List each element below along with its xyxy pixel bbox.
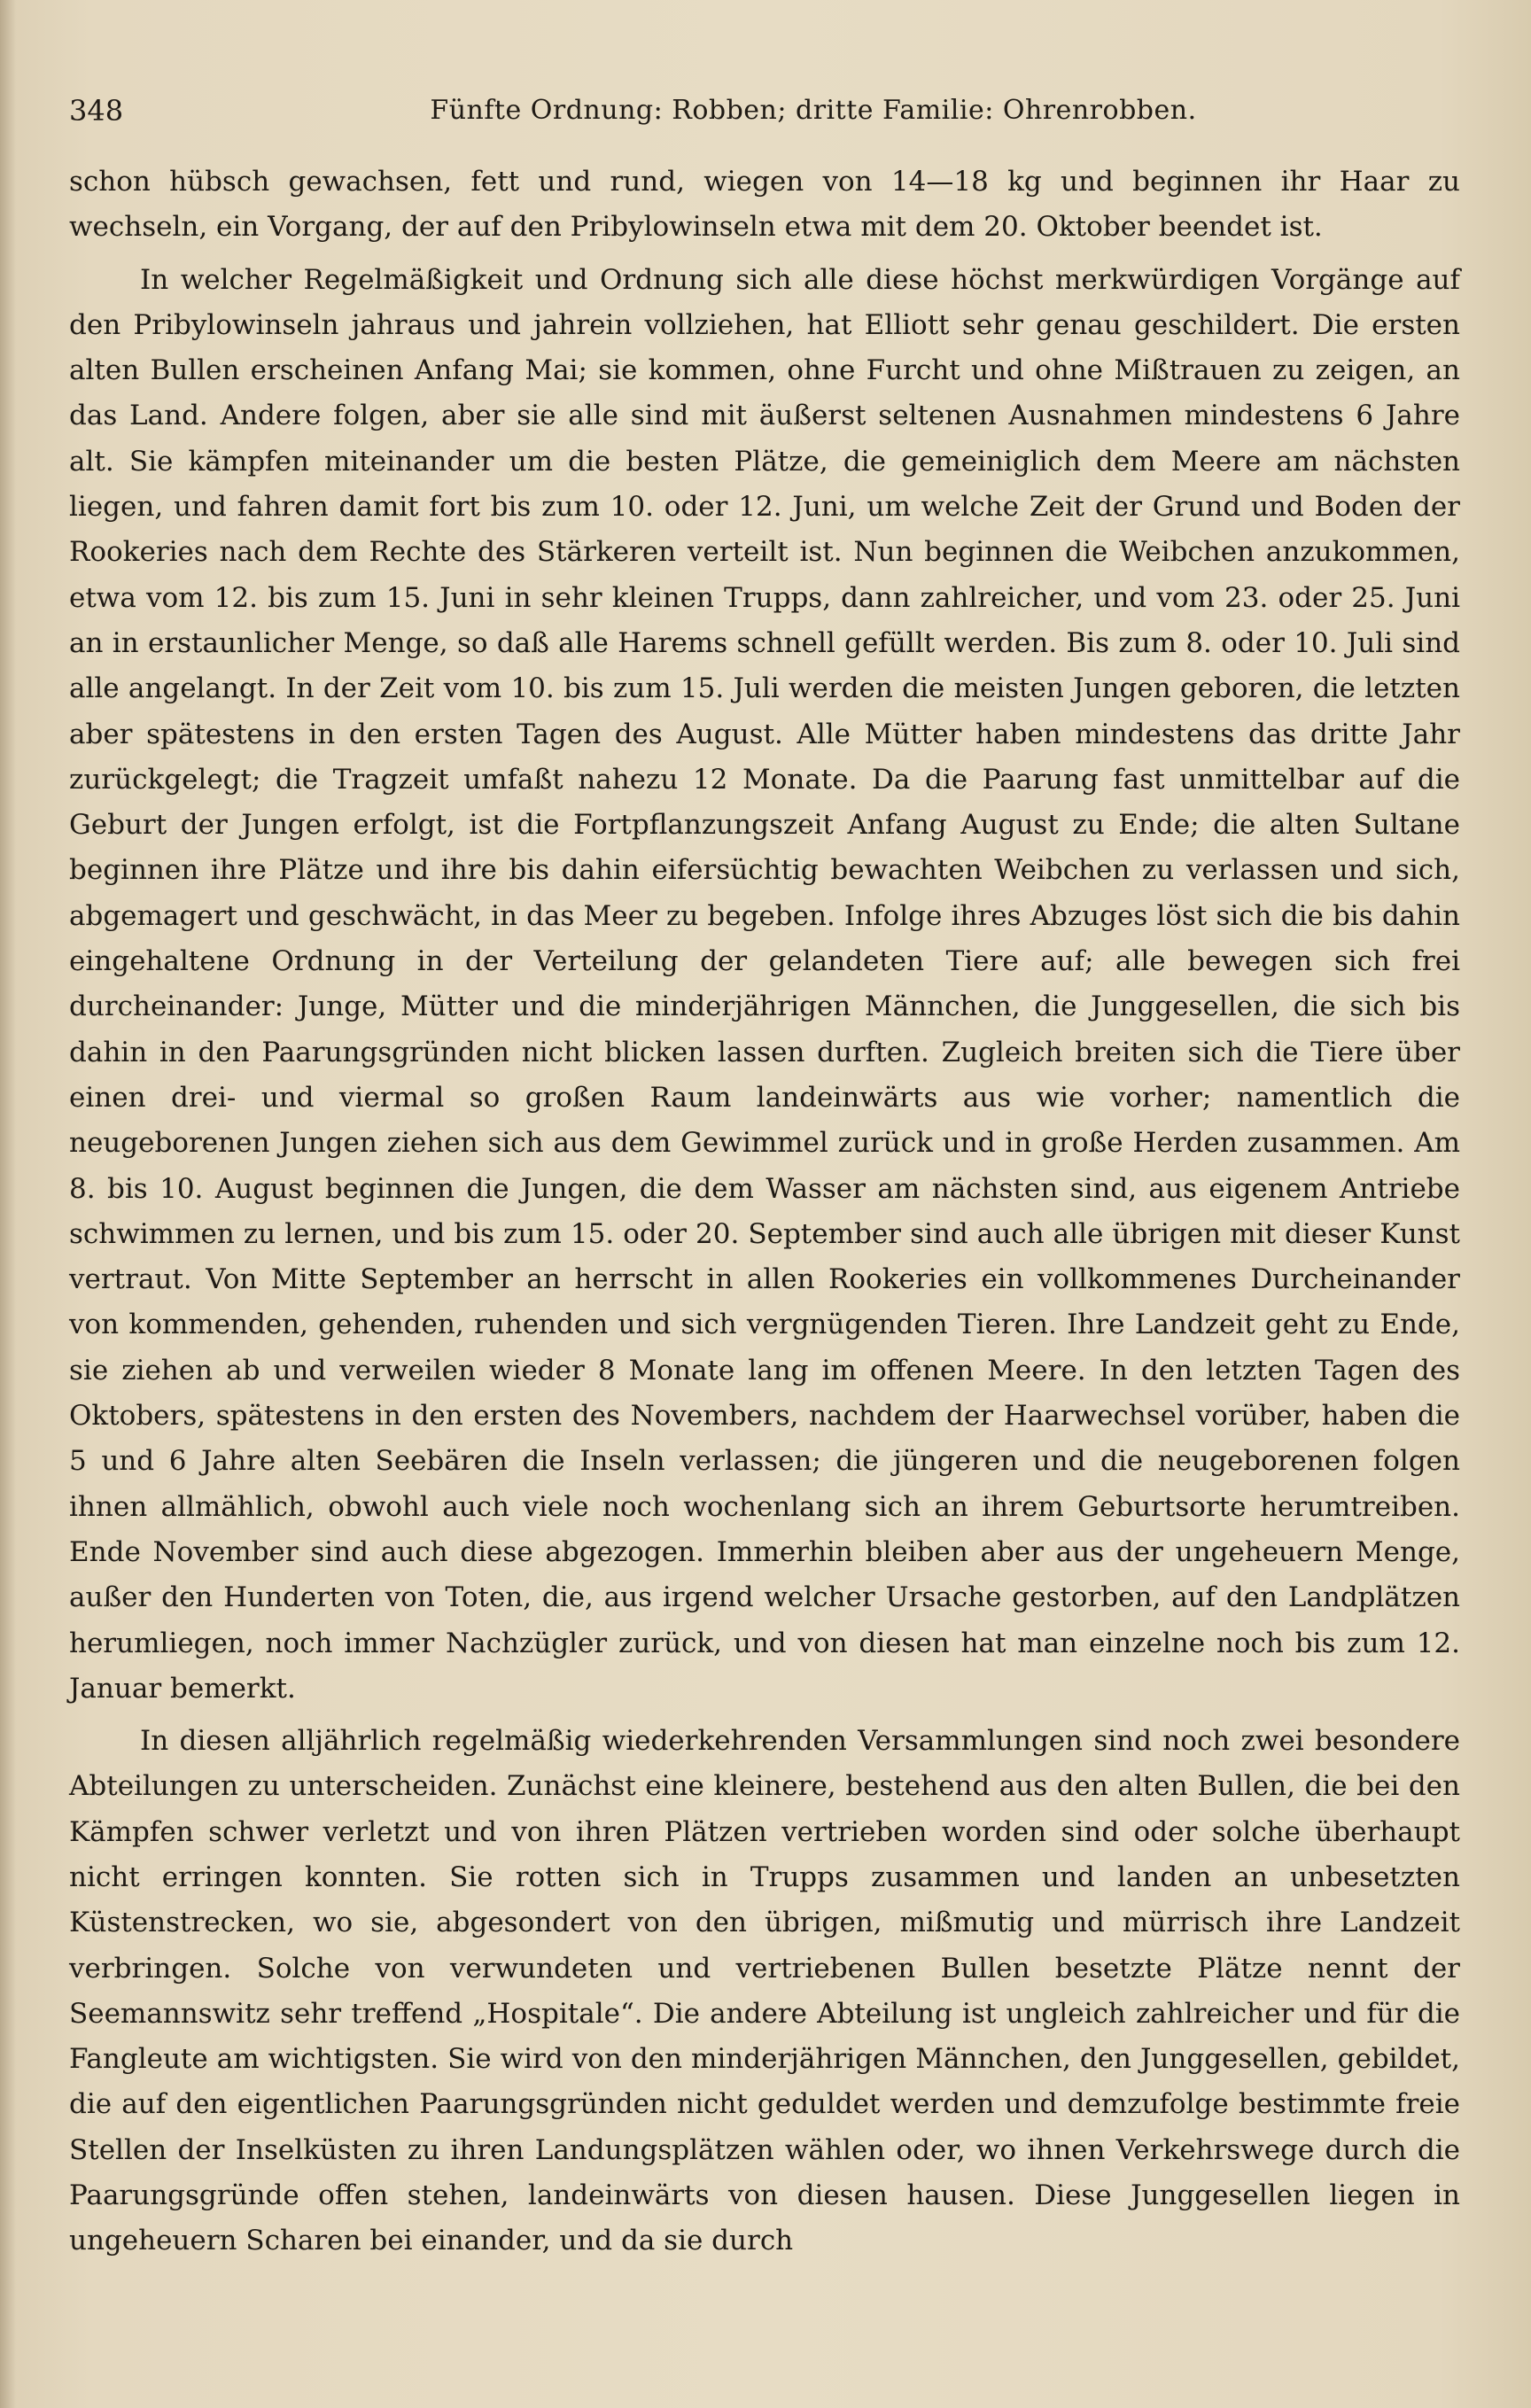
paragraph-1: schon hübsch gewachsen, fett und rund, wiegen von 14—18 kg und beginnen ihr Haar zu wechseln, ein Vorgang, der auf den Pribylowinseln etwa mit dem 20. Oktober beendet ist. [69, 166, 1460, 244]
page-header [69, 89, 1451, 133]
running-head: Fünfte Ordnung: Robben; dritte Familie: Ohrenrobben. [430, 95, 1197, 126]
paragraph-3: In diesen alljährlich regelmäßig wiederkehrenden Versammlungen sind noch zwei besondere Abteilungen zu unterscheiden. Zunächst eine kleinere, bestehend aus den alten Bullen, die bei den Kämpfen schwer verletzt und von ihren Plätzen vertrieben worden sind oder solche überhaupt nicht erringen konnten. Sie rotten sich in Trupps zusammen und landen an unbesetzten Küstenstrecken, wo sie, abgesondert von den übrigen, mißmutig und mürrisch ihre Landzeit verbringen. Solche von verwundeten und vertriebenen Bullen besetzte Plätze nennt der Seemannswitz sehr treffend „Hospitale“. Die andere Abteilung ist ungleich zahlreicher und für die Fangleute am wichtigsten. Sie wird von den minderjährigen Männchen, den Junggesellen, gebildet, die auf den eigentlichen Paarungsgründen nicht geduldet werden und demzufolge bestimmte freie Stellen der Inselküsten zu ihren Landungsplätzen wählen oder, wo ihnen Verkehrswege durch die Paarungsgründe offen stehen, landeinwärts von diesen hausen. Diese Junggesellen liegen in ungeheuern Scharen bei einander, und da sie durch [69, 1725, 1460, 2257]
page-edge-shadow [0, 0, 16, 2408]
paragraph-2: In welcher Regelmäßigkeit und Ordnung sich alle diese höchst merkwürdigen Vorgänge auf den Pribylowinseln jahraus und jahrein vollziehen, hat Elliott sehr genau geschildert. Die ersten alten Bullen erscheinen Anfang Mai; sie kommen, ohne Furcht und ohne Mißtrauen zu zeigen, an das Land. Andere folgen, aber sie alle sind mit äußerst seltenen Ausnahmen mindestens 6 Jahre alt. Sie kämpfen miteinander um die besten Plätze, die gemeiniglich dem Meere am nächsten liegen, und fahren damit fort bis zum 10. oder 12. Juni, um welche Zeit der Grund und Boden der Rookeries nach dem Rechte des Stärkeren verteilt ist. Nun beginnen die Weibchen anzukommen, etwa vom 12. bis zum 15. Juni in sehr kleinen Trupps, dann zahlreicher, und vom 23. oder 25. Juni an in erstaunlicher Menge, so daß alle Harems schnell gefüllt werden. Bis zum 8. oder 10. Juli sind alle angelangt. In der Zeit vom 10. bis zum 15. Juli werden die meisten Jungen geboren, die letzten aber spätestens in den ersten Tagen des August. Alle Mütter haben mindestens das dritte Jahr zurückgelegt; die Tragzeit umfaßt nahezu 12 Monate. Da die Paarung fast unmittelbar auf die Geburt der Jungen erfolgt, ist die Fortpflanzungszeit Anfang August zu Ende; die alten Sultane beginnen ihre Plätze und ihre bis dahin eifersüchtig bewachten Weibchen zu verlassen und sich, abgemagert und geschwächt, in das Meer zu begeben. Infolge ihres Abzuges löst sich die bis dahin eingehaltene Ordnung in der Verteilung der gelandeten Tiere auf; alle bewegen sich frei durcheinander: Junge, Mütter und die minderjährigen Männchen, die Junggesellen, die sich bis dahin in den Paarungsgründen nicht blicken lassen durften. Zugleich breiten sich die Tiere über einen drei- und viermal so großen Raum landeinwärts aus wie vorher; namentlich die neugeborenen Jungen ziehen sich aus dem Gewimmel zurück und in große Herden zusammen. Am 8. bis 10. August beginnen die Jungen, die dem Wasser am nächsten sind, aus eigenem Antriebe schwimmen zu lernen, und bis zum 15. oder 20. September sind auch alle übrigen mit dieser Kunst vertraut. Von Mitte September an herrscht in allen Rookeries ein vollkommenes Durcheinander von kommenden, gehenden, ruhenden und sich vergnügenden Tieren. Ihre Landzeit geht zu Ende, sie ziehen ab und verweilen wieder 8 Monate lang im offenen Meere. In den letzten Tagen des Oktobers, spätestens in den ersten des Novembers, nachdem der Haarwechsel vorüber, haben die 5 und 6 Jahre alten Seebären die Inseln verlassen; die jüngeren und die neugeborenen folgen ihnen allmählich, obwohl auch viele noch wochenlang sich an ihrem Geburtsorte herumtreiben. Ende November sind auch diese abgezogen. Immerhin bleiben aber aus der ungeheuern Menge, außer den Hunderten von Toten, die, aus irgend welcher Ursache gestorben, auf den Landplätzen herumliegen, noch immer Nachzügler zurück, und von diesen hat man einzelne noch bis zum 12. Januar bemerkt. [69, 263, 1460, 1705]
body-text [69, 159, 1460, 2272]
page-number: 348 [69, 94, 124, 128]
